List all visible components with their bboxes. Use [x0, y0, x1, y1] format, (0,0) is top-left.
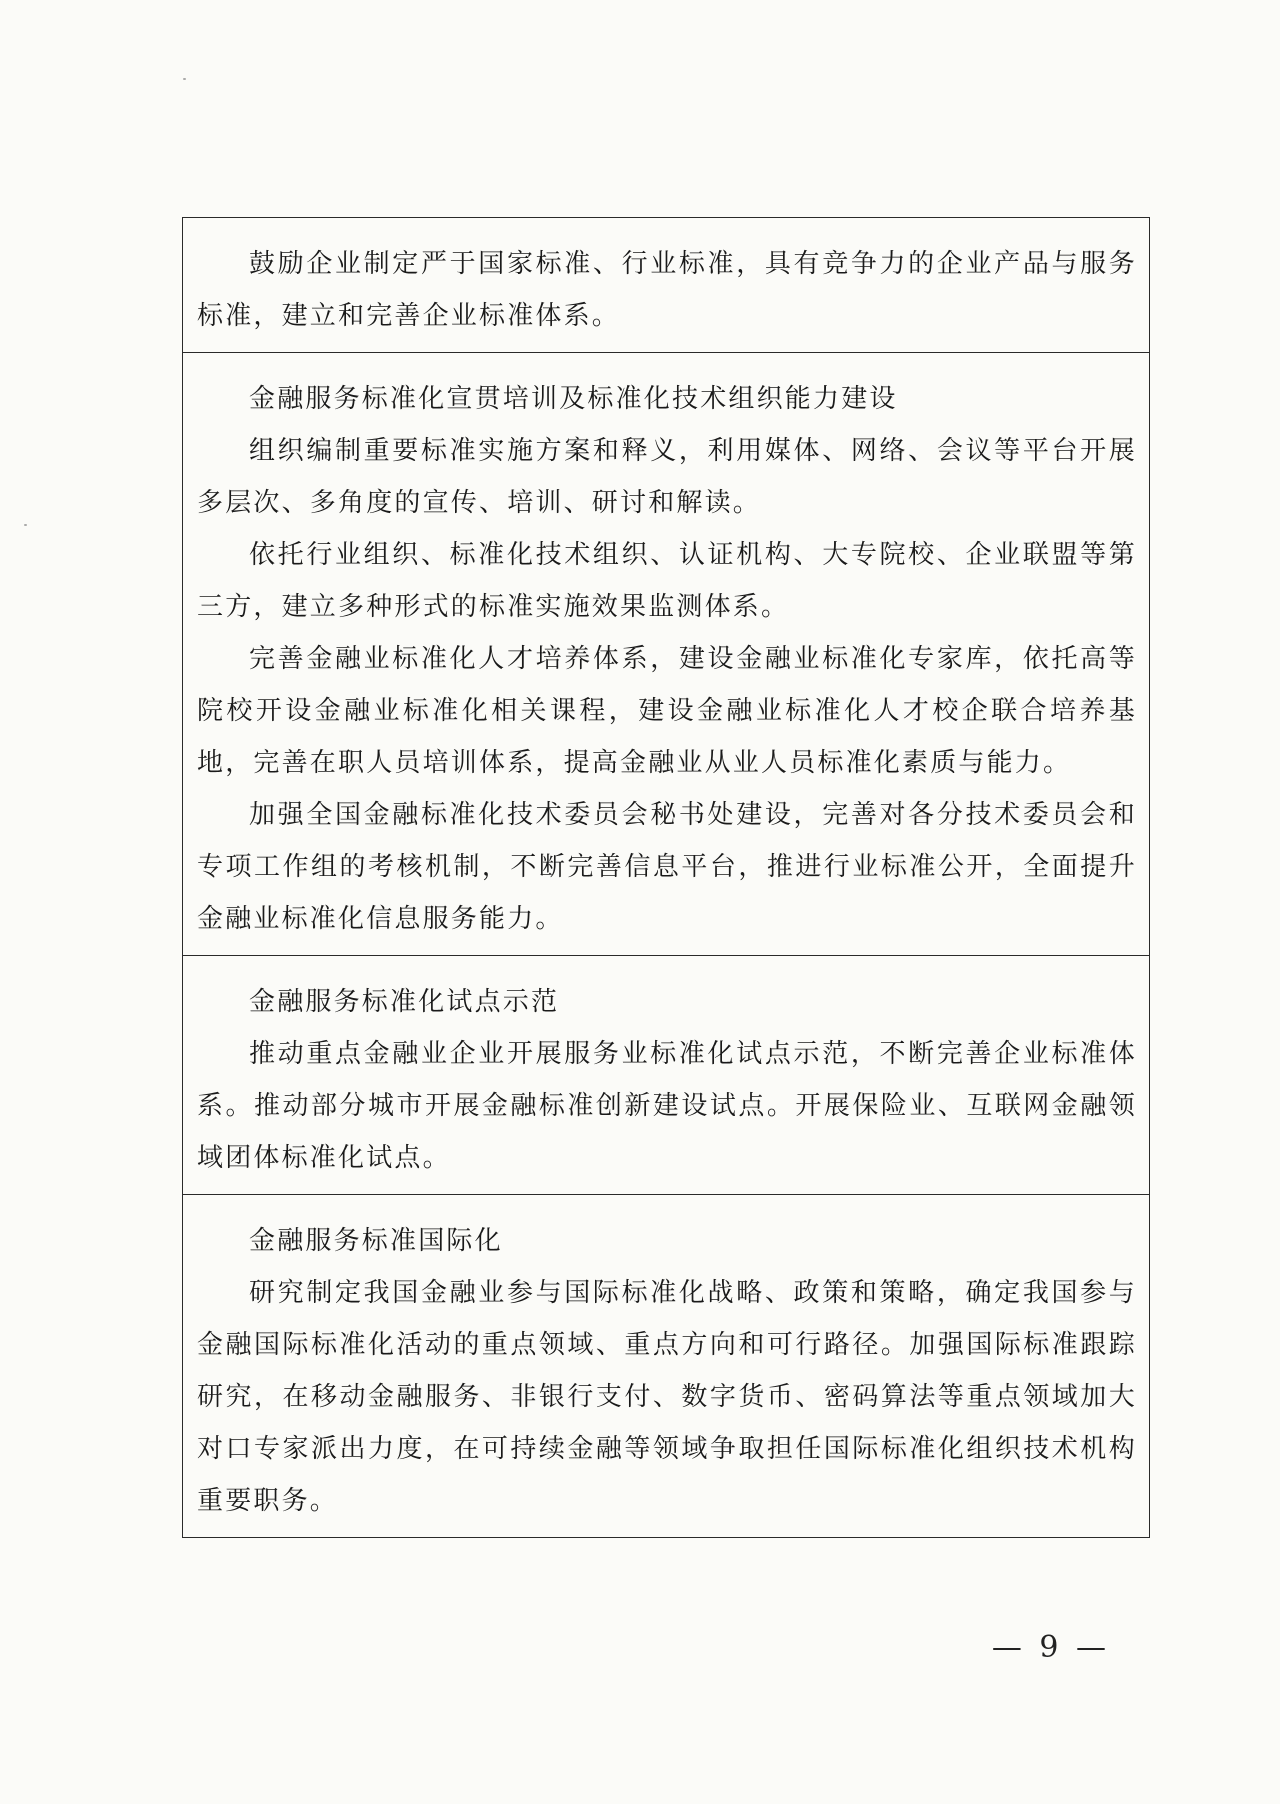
table-cell-training-capacity [183, 352, 1149, 955]
paragraph: 依托行业组织、标准化技术组织、认证机构、大专院校、企业联盟等第三方，建立多种形式的标准实施效果监测体系。 [197, 540, 1137, 622]
paragraph: 鼓励企业制定严于国家标准、行业标准，具有竞争力的企业产品与服务标准，建立和完善企业标准体系。 [197, 249, 1137, 331]
section-heading: 金融服务标准化试点示范 [249, 987, 560, 1017]
paragraph: 推动重点金融业企业开展服务业标准化试点示范，不断完善企业标准体系。推动部分城市开展金融标准创新建设试点。开展保险业、互联网金融领域团体标准化试点。 [197, 1039, 1137, 1173]
paragraph: 研究制定我国金融业参与国际标准化战略、政策和策略，确定我国参与金融国际标准化活动的重点领域、重点方向和可行路径。加强国际标准跟踪研究，在移动金融服务、非银行支付、数字货币、密码算法等重点领域加大对口专家派出力度，在可持续金融等领域争取担任国际标准化组织技术机构重要职务。 [197, 1278, 1137, 1516]
paragraph: 加强全国金融标准化技术委员会秘书处建设，完善对各分技术委员会和专项工作组的考核机制，不断完善信息平台，推进行业标准公开，全面提升金融业标准化信息服务能力。 [197, 800, 1137, 934]
paragraph: 组织编制重要标准实施方案和释义，利用媒体、网络、会议等平台开展多层次、多角度的宣传、培训、研讨和解读。 [197, 436, 1137, 518]
page-number: — 9 — [991, 1630, 1110, 1665]
table-cell-enterprise-standards [183, 218, 1149, 352]
scan-speck [24, 524, 27, 526]
paragraph: 完善金融业标准化人才培养体系，建设金融业标准化专家库，依托高等院校开设金融业标准化相关课程，建设金融业标准化人才校企联合培养基地，完善在职人员培训体系，提高金融业从业人员标准化素质与能力。 [197, 644, 1137, 778]
section-heading: 金融服务标准国际化 [249, 1226, 503, 1256]
scan-speck [183, 78, 186, 80]
table-cell-internationalization [183, 1194, 1149, 1537]
section-heading: 金融服务标准化宣贯培训及标准化技术组织能力建设 [249, 384, 898, 414]
content-table [182, 217, 1150, 1538]
table-cell-pilot-demonstration [183, 955, 1149, 1194]
